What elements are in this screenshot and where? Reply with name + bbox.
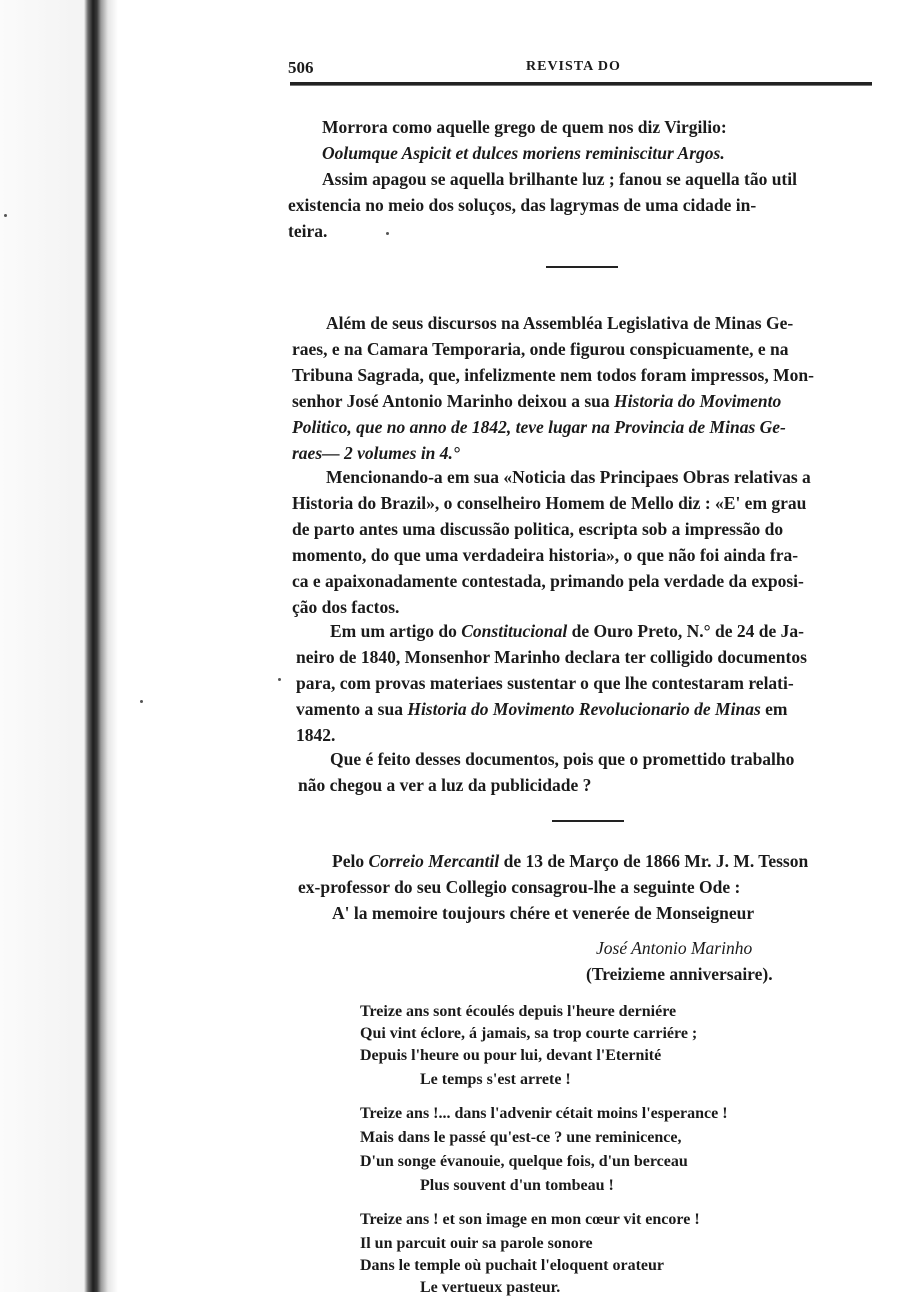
- text-line: teira.: [288, 221, 328, 241]
- text-line: existencia no meio dos soluços, das lagrymas de uma cidade in-: [288, 195, 757, 215]
- text-line: Que é feito desses documentos, pois que o promettido trabalho: [330, 749, 795, 769]
- page-number: 506: [288, 58, 314, 77]
- scan-speck: [4, 214, 7, 217]
- scan-speck: [140, 700, 143, 703]
- text-line: Oolumque Aspicit et dulces moriens reminiscitur Argos.: [322, 143, 725, 163]
- section-separator: [552, 820, 624, 822]
- text-line: Além de seus discursos na Assembléa Legislativa de Minas Ge-: [326, 313, 794, 333]
- text-line: vamento a sua Historia do Movimento Revolucionario de Minas em: [296, 699, 788, 719]
- book-binding-shadow: [0, 0, 118, 1292]
- text-line: senhor José Antonio Marinho deixou a sua Historia do Movimento: [292, 391, 782, 411]
- verse-line: Qui vint éclore, á jamais, sa trop courte carriére ;: [360, 1025, 698, 1042]
- verse-line: D'un songe évanouie, quelque fois, d'un berceau: [360, 1153, 688, 1170]
- text-line: Mencionando-a em sua «Noticia das Principaes Obras relativas a: [326, 467, 811, 487]
- verse-line: Plus souvent d'un tombeau !: [420, 1177, 614, 1194]
- text-line: Politico, que no anno de 1842, teve lugar na Provincia de Minas Ge-: [292, 417, 786, 437]
- verse-line: Mais dans le passé qu'est-ce ? une reminicence,: [360, 1129, 682, 1146]
- verse-line: Treize ans !... dans l'advenir cétait moins l'esperance !: [360, 1105, 728, 1122]
- verse-line: Le vertueux pasteur.: [420, 1279, 561, 1296]
- text-line: de parto antes uma discussão politica, escripta sob a impressão do: [292, 519, 784, 539]
- text-line: 1842.: [296, 725, 336, 745]
- text-line: ex-professor do seu Collegio consagrou-lhe a seguinte Ode :: [298, 877, 741, 897]
- text-line: Em um artigo do Constitucional de Ouro Preto, N.° de 24 de Ja-: [330, 621, 805, 641]
- verse-line: Le temps s'est arrete !: [420, 1071, 571, 1088]
- text-line: não chegou a ver a luz da publicidade ?: [298, 775, 592, 795]
- text-line: ca e apaixonadamente contestada, primando pela verdade da exposi-: [292, 571, 804, 591]
- text-line: momento, do que uma verdadeira historia», o que não foi ainda fra-: [292, 545, 799, 565]
- section-separator: [546, 266, 618, 268]
- text-line: raes, e na Camara Temporaria, onde figurou conspicuamente, e na: [292, 339, 789, 359]
- verse-line: Treize ans ! et son image en mon cœur vit encore !: [360, 1211, 700, 1228]
- verse-line: Depuis l'heure ou pour lui, devant l'Eternité: [360, 1047, 662, 1064]
- text-line: Tribuna Sagrada, que, infelizmente nem todos foram impressos, Mon-: [292, 365, 814, 385]
- scan-speck: [386, 232, 389, 235]
- page-header: [288, 56, 872, 80]
- dedication-name: José Antonio Marinho: [596, 938, 753, 958]
- scan-speck: [278, 678, 281, 681]
- text-line: Assim apagou se aquella brilhante luz ; fanou se aquella tão util: [322, 169, 797, 189]
- running-title: REVISTA DO: [526, 59, 621, 74]
- dedication-subtitle: (Treizieme anniversaire).: [586, 964, 773, 984]
- text-line: Pelo Correio Mercantil de 13 de Março de 1866 Mr. J. M. Tesson: [332, 851, 809, 871]
- verse-line: Il un parcuit ouir sa parole sonore: [360, 1235, 593, 1252]
- text-line: neiro de 1840, Monsenhor Marinho declara ter colligido documentos: [296, 647, 807, 667]
- text-line: Historia do Brazil», o conselheiro Homem de Mello diz : «E' em grau: [292, 493, 807, 513]
- text-line: A' la memoire toujours chére et venerée de Monseigneur: [332, 903, 755, 923]
- text-line: Morrora como aquelle grego de quem nos diz Virgilio:: [322, 117, 727, 137]
- header-rule: [290, 82, 872, 86]
- text-line: para, com provas materiaes sustentar o que lhe contestaram relati-: [296, 673, 794, 693]
- text-line: raes— 2 volumes in 4.°: [292, 443, 460, 463]
- verse-line: Treize ans sont écoulés depuis l'heure derniére: [360, 1003, 677, 1020]
- text-line: ção dos factos.: [292, 597, 400, 617]
- verse-line: Dans le temple où puchait l'eloquent orateur: [360, 1257, 664, 1274]
